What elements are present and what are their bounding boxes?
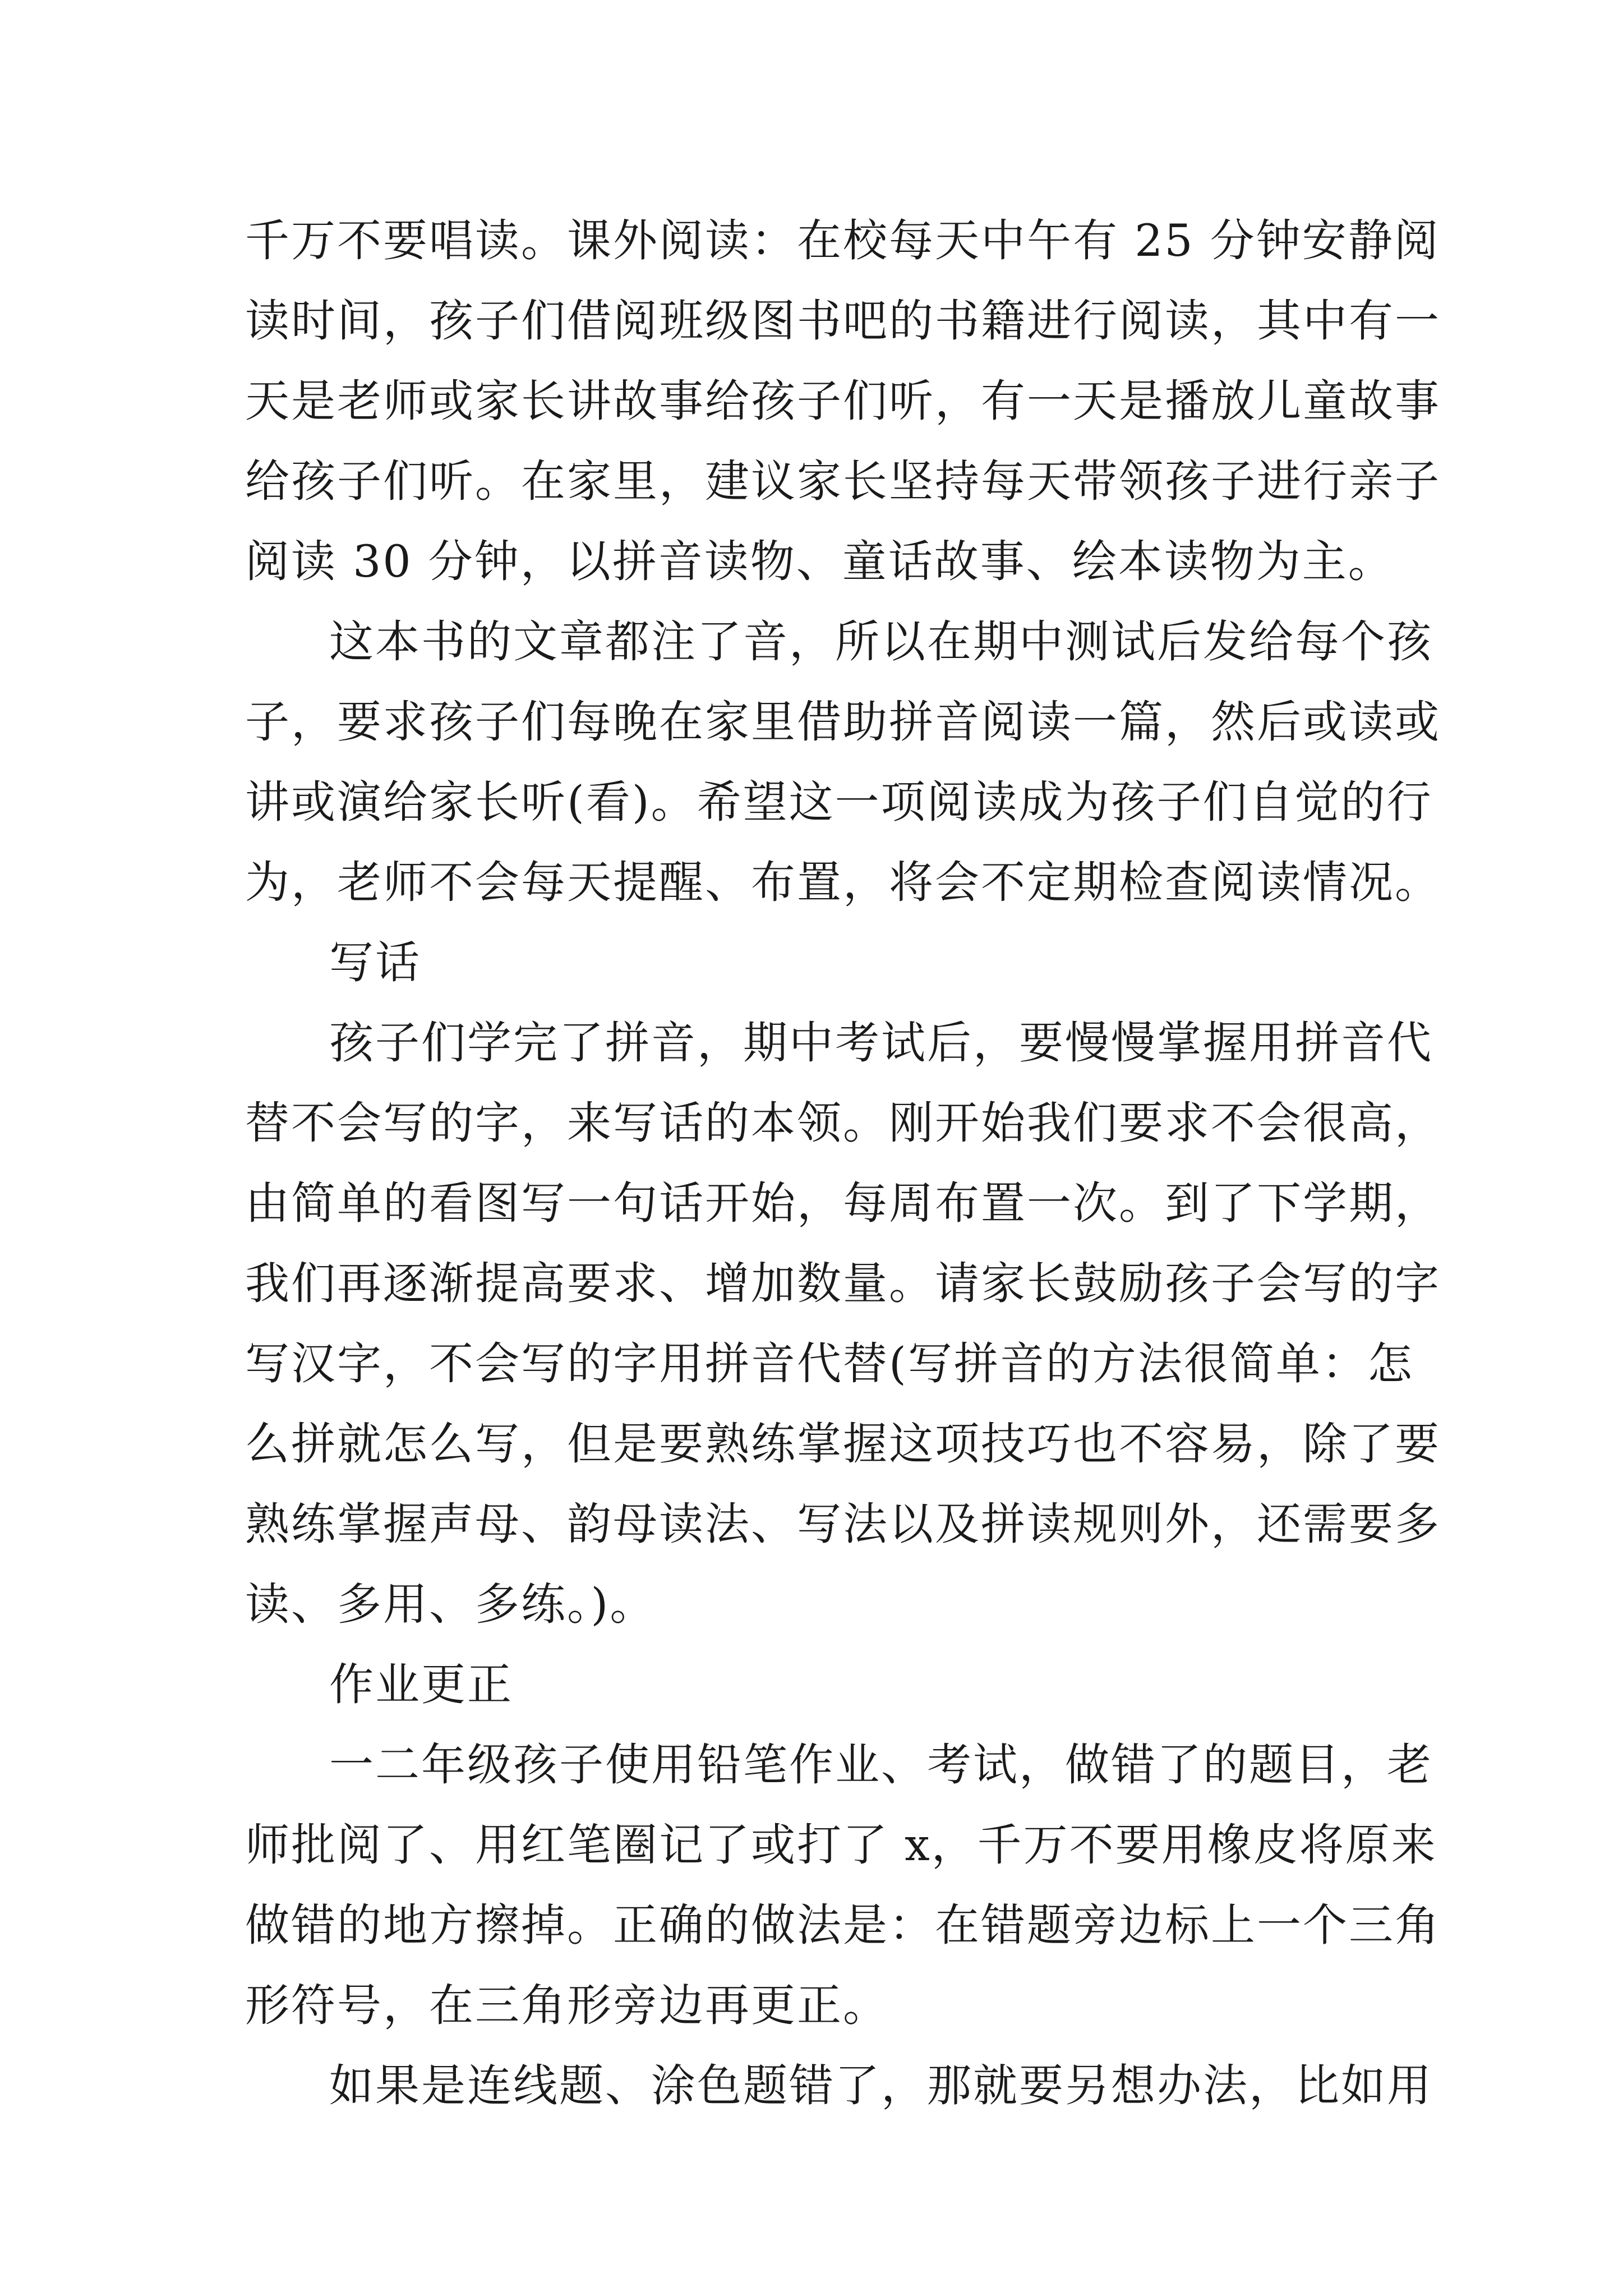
text-line: 子，要求孩子们每晚在家里借助拼音阅读一篇，然后或读或	[245, 696, 1441, 748]
text-line: 给孩子们听。在家里，建议家长坚持每天带领孩子进行亲子	[245, 455, 1441, 507]
text-line: 讲或演给家长听(看)。希望这一项阅读成为孩子们自觉的行	[245, 776, 1433, 828]
text-line: 师批阅了、用红笔圈记了或打了 x，千万不要用橡皮将原来	[245, 1819, 1437, 1871]
text-line: 阅读 30 分钟，以拼音读物、童话故事、绘本读物为主。	[245, 536, 1394, 587]
text-line: 熟练掌握声母、韵母读法、写法以及拼读规则外，还需要多	[245, 1498, 1441, 1550]
section-heading-writing: 写话	[329, 937, 421, 988]
text-line: 替不会写的字，来写话的本领。刚开始我们要求不会很高，	[245, 1097, 1441, 1149]
text-line: 一二年级孩子使用铅笔作业、考试，做错了的题目，老	[329, 1739, 1433, 1791]
text-line: 天是老师或家长讲故事给孩子们听，有一天是播放儿童故事	[245, 375, 1441, 427]
text-line: 做错的地方擦掉。正确的做法是：在错题旁边标上一个三角	[245, 1899, 1441, 1951]
section-heading-homework-correction: 作业更正	[329, 1659, 513, 1710]
text-line: 由简单的看图写一句话开始，每周布置一次。到了下学期，	[245, 1177, 1441, 1229]
text-line: 读、多用、多练。)。	[245, 1579, 656, 1630]
text-line: 写汉字，不会写的字用拼音代替(写拼音的方法很简单：怎	[245, 1338, 1414, 1389]
text-line: 这本书的文章都注了音，所以在期中测试后发给每个孩	[329, 616, 1433, 668]
text-line: 读时间，孩子们借阅班级图书吧的书籍进行阅读，其中有一	[245, 295, 1441, 347]
text-line: 如果是连线题、涂色题错了，那就要另想办法，比如用	[329, 2060, 1433, 2111]
text-line: 孩子们学完了拼音，期中考试后，要慢慢掌握用拼音代	[329, 1017, 1433, 1069]
text-line: 么拼就怎么写，但是要熟练掌握这项技巧也不容易，除了要	[245, 1418, 1441, 1470]
text-line: 形符号，在三角形旁边再更正。	[245, 1980, 889, 2031]
text-line: 千万不要唱读。课外阅读：在校每天中午有 25 分钟安静阅	[245, 215, 1440, 266]
text-line: 我们再逐渐提高要求、增加数量。请家长鼓励孩子会写的字	[245, 1258, 1441, 1309]
text-line: 为，老师不会每天提醒、布置，将会不定期检查阅读情况。	[245, 857, 1441, 908]
document-body	[245, 201, 1441, 2126]
